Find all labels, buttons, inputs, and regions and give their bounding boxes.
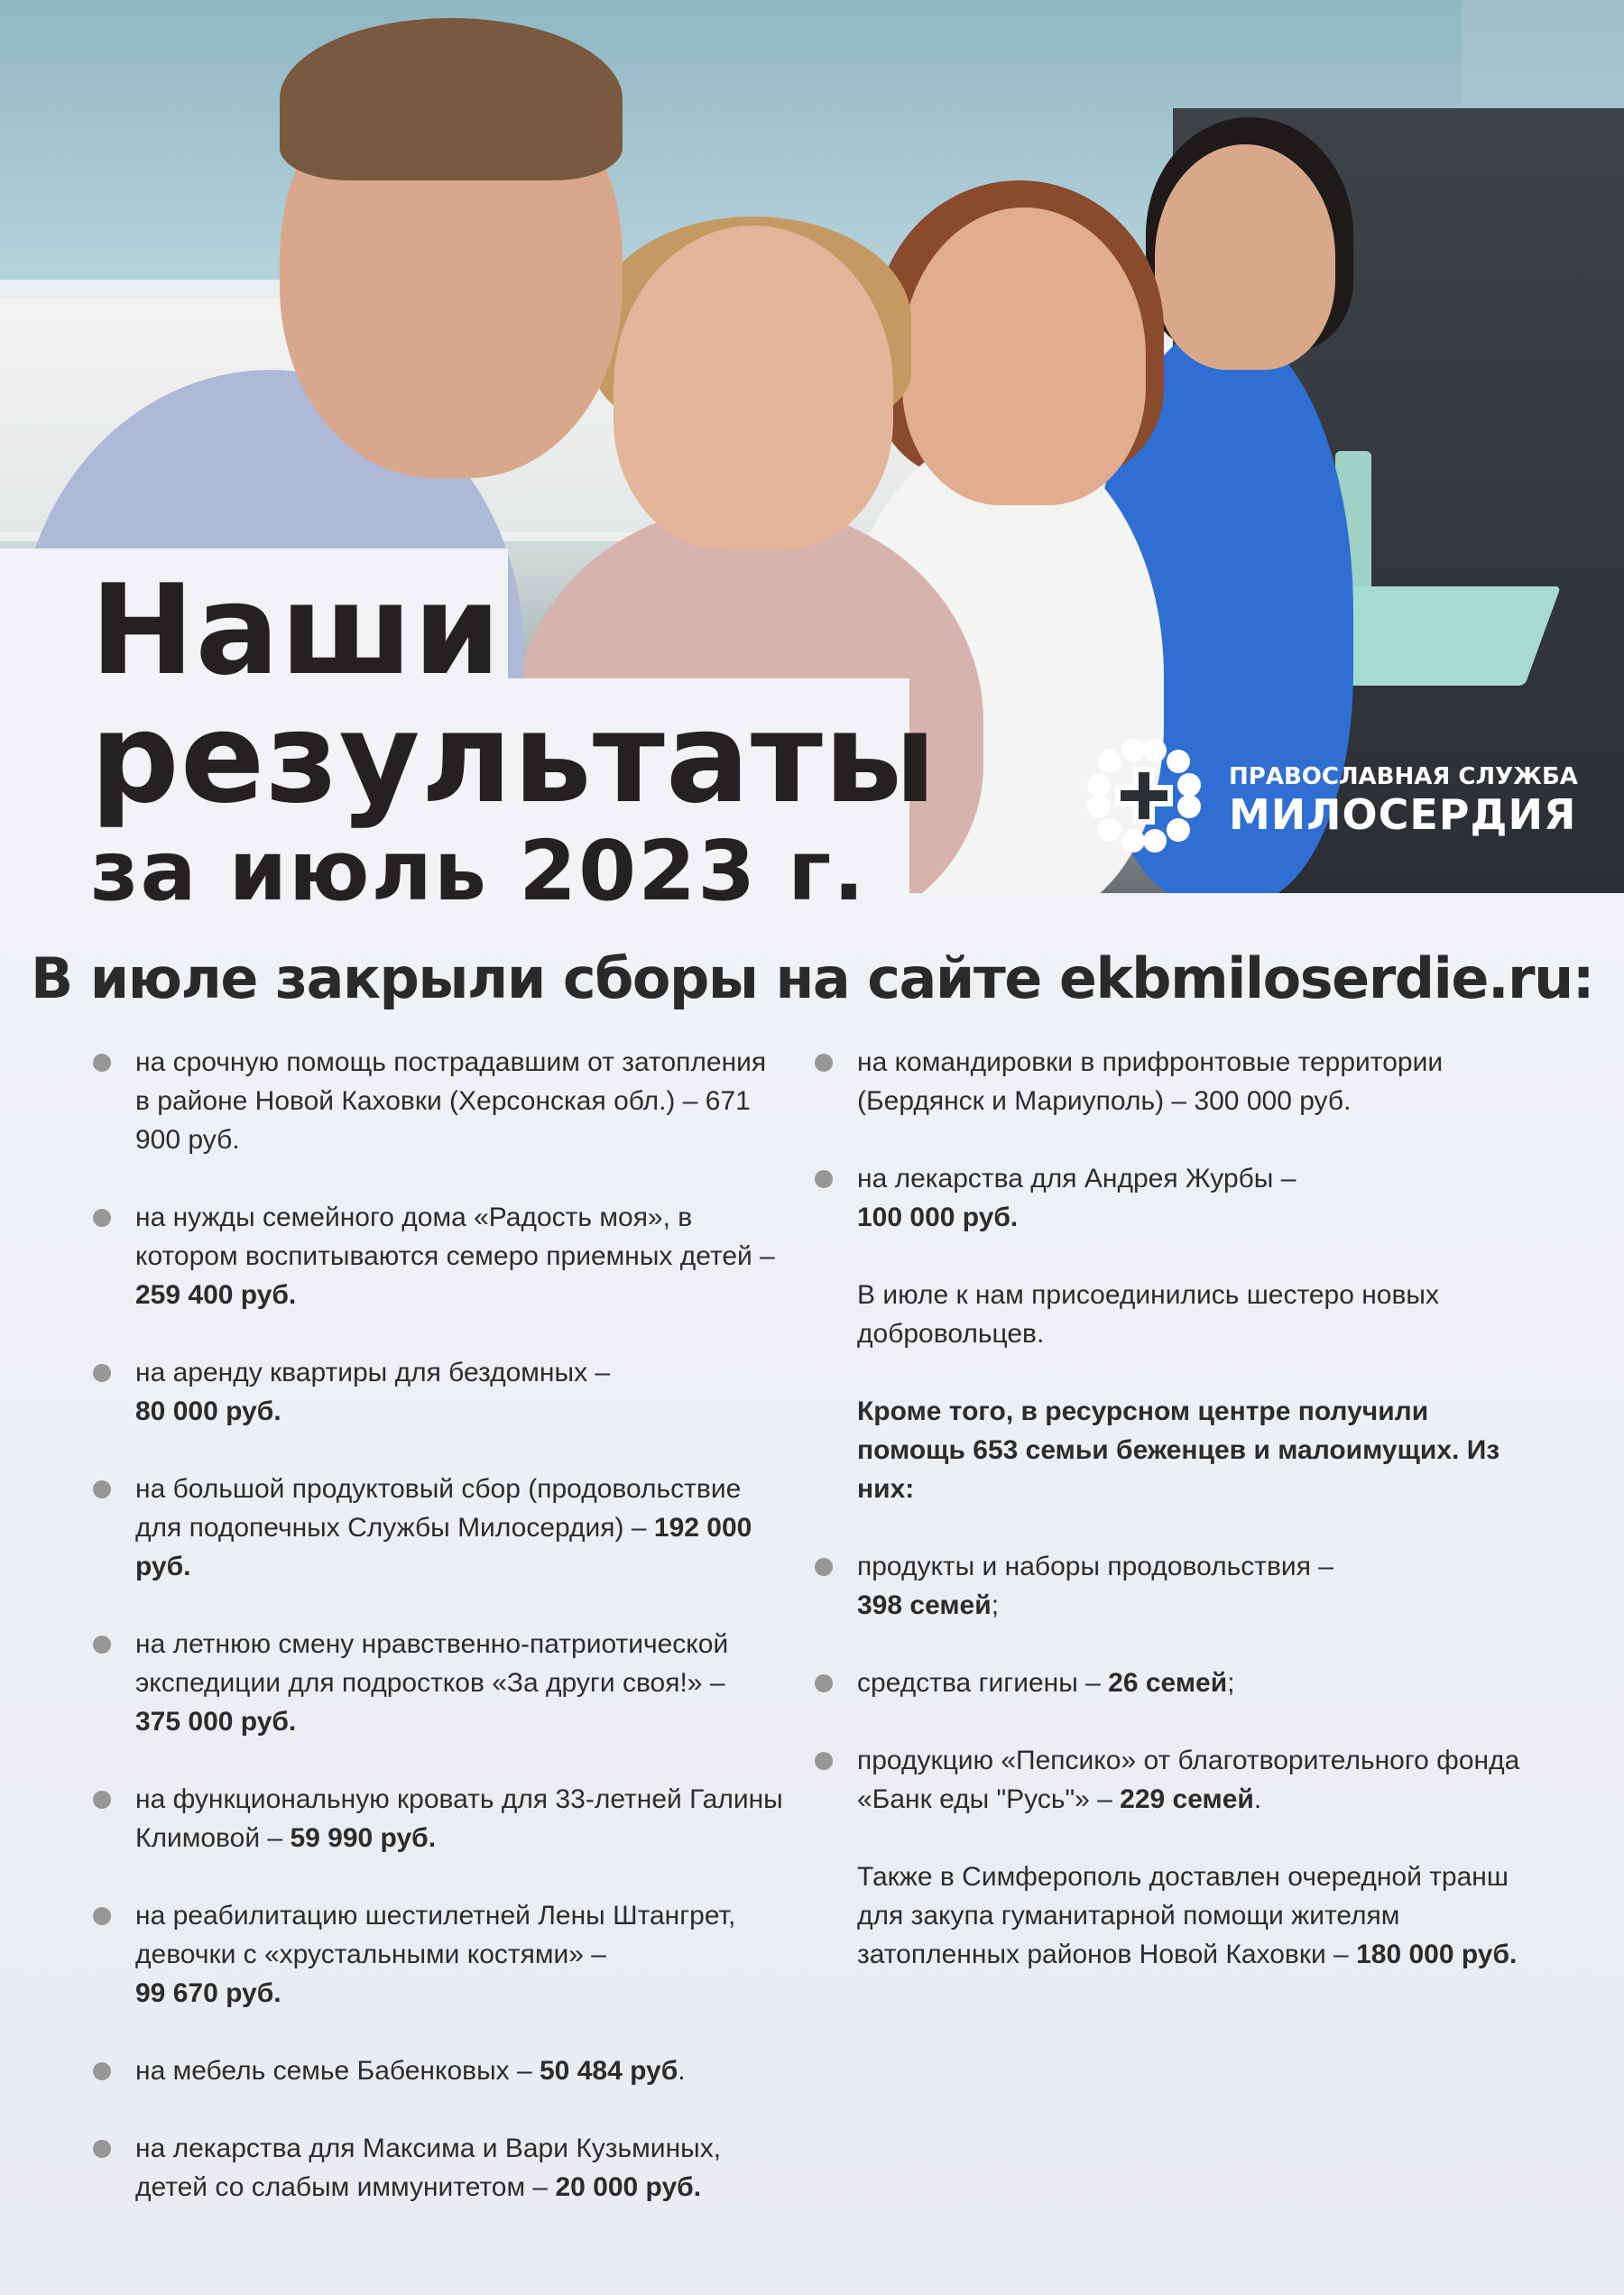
list-item — [812, 1159, 1525, 1237]
item-amount: 100 000 руб. — [857, 1203, 1019, 1232]
item-text: на мебель семье Бабенковых – — [135, 2056, 540, 2086]
hearts-cross-logo-icon — [1081, 733, 1207, 859]
item-text: на лекарства для Максима и Вари Кузьминых, детей со слабым иммунитетом – — [135, 2134, 722, 2202]
item-tail: ; — [1227, 1668, 1235, 1698]
simferopol-amount: 180 000 руб. — [1356, 1940, 1518, 1969]
person-3-face — [902, 207, 1146, 505]
item-amount: 229 семей — [1120, 1784, 1254, 1814]
item-text: на летнюю смену нравственно-патриотической экспедиции для подростков «За други своя!» – — [135, 1629, 729, 1698]
resource-center-paragraph — [812, 1392, 1525, 1508]
person-1-hair — [280, 18, 623, 180]
title-line-3: за июль 2023 г. — [90, 823, 867, 919]
item-text: на большой продуктовый сбор (продовольствие для подопечных Службы Милосердия) – — [135, 1474, 742, 1543]
item-amount: 398 семей — [857, 1590, 992, 1620]
simferopol-paragraph — [812, 1857, 1525, 1974]
item-amount: 192 000 руб. — [135, 1513, 752, 1581]
bullet-dot — [93, 1480, 111, 1498]
bullet-dot — [815, 1054, 833, 1072]
bullet-dot — [815, 1752, 833, 1770]
item-amount: 20 000 руб. — [555, 2172, 702, 2202]
bullet-dot — [815, 1674, 833, 1692]
bullet-dot — [93, 1054, 111, 1072]
item-text: на реабилитацию шестилетней Лены Штангрет, девочки с «хрустальными костями» – — [135, 1901, 736, 1969]
item-tail: . — [1253, 1784, 1262, 1814]
list-item — [812, 1664, 1525, 1702]
bullet-dot — [93, 1907, 111, 1925]
item-text: продукты и наборы продовольствия – — [857, 1552, 1333, 1581]
person-2-face — [614, 226, 893, 550]
list-item — [90, 1353, 785, 1431]
list-item — [90, 1470, 785, 1586]
item-text: на срочную помощь пострадавшим от затопления в районе Новой Каховки (Херсонская обл.) – 671 900 руб. — [135, 1047, 767, 1155]
item-amount: 99 670 руб. — [135, 1978, 281, 2008]
volunteers-paragraph: В июле к нам присоединились шестеро новых добровольцев. — [857, 1280, 1439, 1349]
item-text: на нужды семейного дома «Радость моя», в котором воспитываются семеро приемных детей – — [135, 1203, 775, 1271]
item-amount: 59 990 руб. — [290, 1823, 437, 1853]
list-item — [90, 1780, 785, 1857]
item-amount: 259 400 руб. — [135, 1280, 297, 1310]
list-item — [90, 1625, 785, 1741]
bullet-dot — [93, 2062, 111, 2080]
resource-center-text: Кроме того, в ресурсном центре получили помощь 653 семьи беженцев и малоимущих. Из них: — [857, 1396, 1500, 1504]
person-4-face — [1155, 144, 1335, 370]
simferopol-text: Также в Симферополь доставлен очередной транш для закупа гуманитарной помощи жителям затопленных районов Новой Каховки – — [857, 1862, 1509, 1969]
item-tail: . — [678, 2056, 686, 2086]
item-amount: 26 семей — [1108, 1668, 1228, 1698]
list-item — [812, 1043, 1525, 1120]
bullet-dot — [93, 1636, 111, 1654]
item-text: на лекарства для Андрея Журбы – — [857, 1164, 1296, 1194]
organization-logo — [1081, 733, 1578, 859]
item-tail: ; — [991, 1590, 1000, 1620]
list-item — [812, 1741, 1525, 1819]
left-column — [90, 1043, 785, 2207]
item-text: на функциональную кровать для 33-летней Галины Климовой – — [135, 1784, 783, 1853]
item-amount: 50 484 руб — [540, 2056, 678, 2086]
list-item — [90, 2051, 785, 2090]
bullet-dot — [93, 1209, 111, 1227]
bullet-dot — [815, 1170, 833, 1188]
list-item — [90, 1198, 785, 1314]
page-title — [90, 558, 937, 920]
list-item — [90, 1896, 785, 2013]
item-text: средства гигиены – — [857, 1668, 1109, 1698]
title-line-1: Наши — [90, 558, 502, 703]
bullet-dot — [93, 2140, 111, 2158]
item-text: на аренду квартиры для бездомных – — [135, 1358, 611, 1387]
item-amount: 375 000 руб. — [135, 1707, 297, 1737]
item-text: на командировки в прифронтовые территории (Бердянск и Мариуполь) – 300 000 руб. — [857, 1047, 1444, 1116]
list-item — [90, 1043, 785, 1159]
bullet-dot — [93, 1364, 111, 1382]
bullet-dot — [815, 1558, 833, 1576]
bullet-dot — [93, 1791, 111, 1809]
title-line-2: результаты — [90, 686, 937, 831]
list-item — [90, 2129, 785, 2207]
item-text: продукцию «Пепсико» от благотворительного фонда «Банк еды "Русь"» – — [857, 1746, 1520, 1814]
section-heading: В июле закрыли сборы на сайте ekbmiloserdie.ru: — [30, 945, 1594, 1011]
logo-text-top: ПРАВОСЛАВНАЯ СЛУЖБА — [1229, 763, 1578, 790]
right-column — [812, 1043, 1525, 1974]
logo-text-main: МИЛОСЕРДИЯ — [1229, 790, 1577, 839]
list-item — [812, 1547, 1525, 1625]
item-amount: 80 000 руб. — [135, 1396, 281, 1426]
